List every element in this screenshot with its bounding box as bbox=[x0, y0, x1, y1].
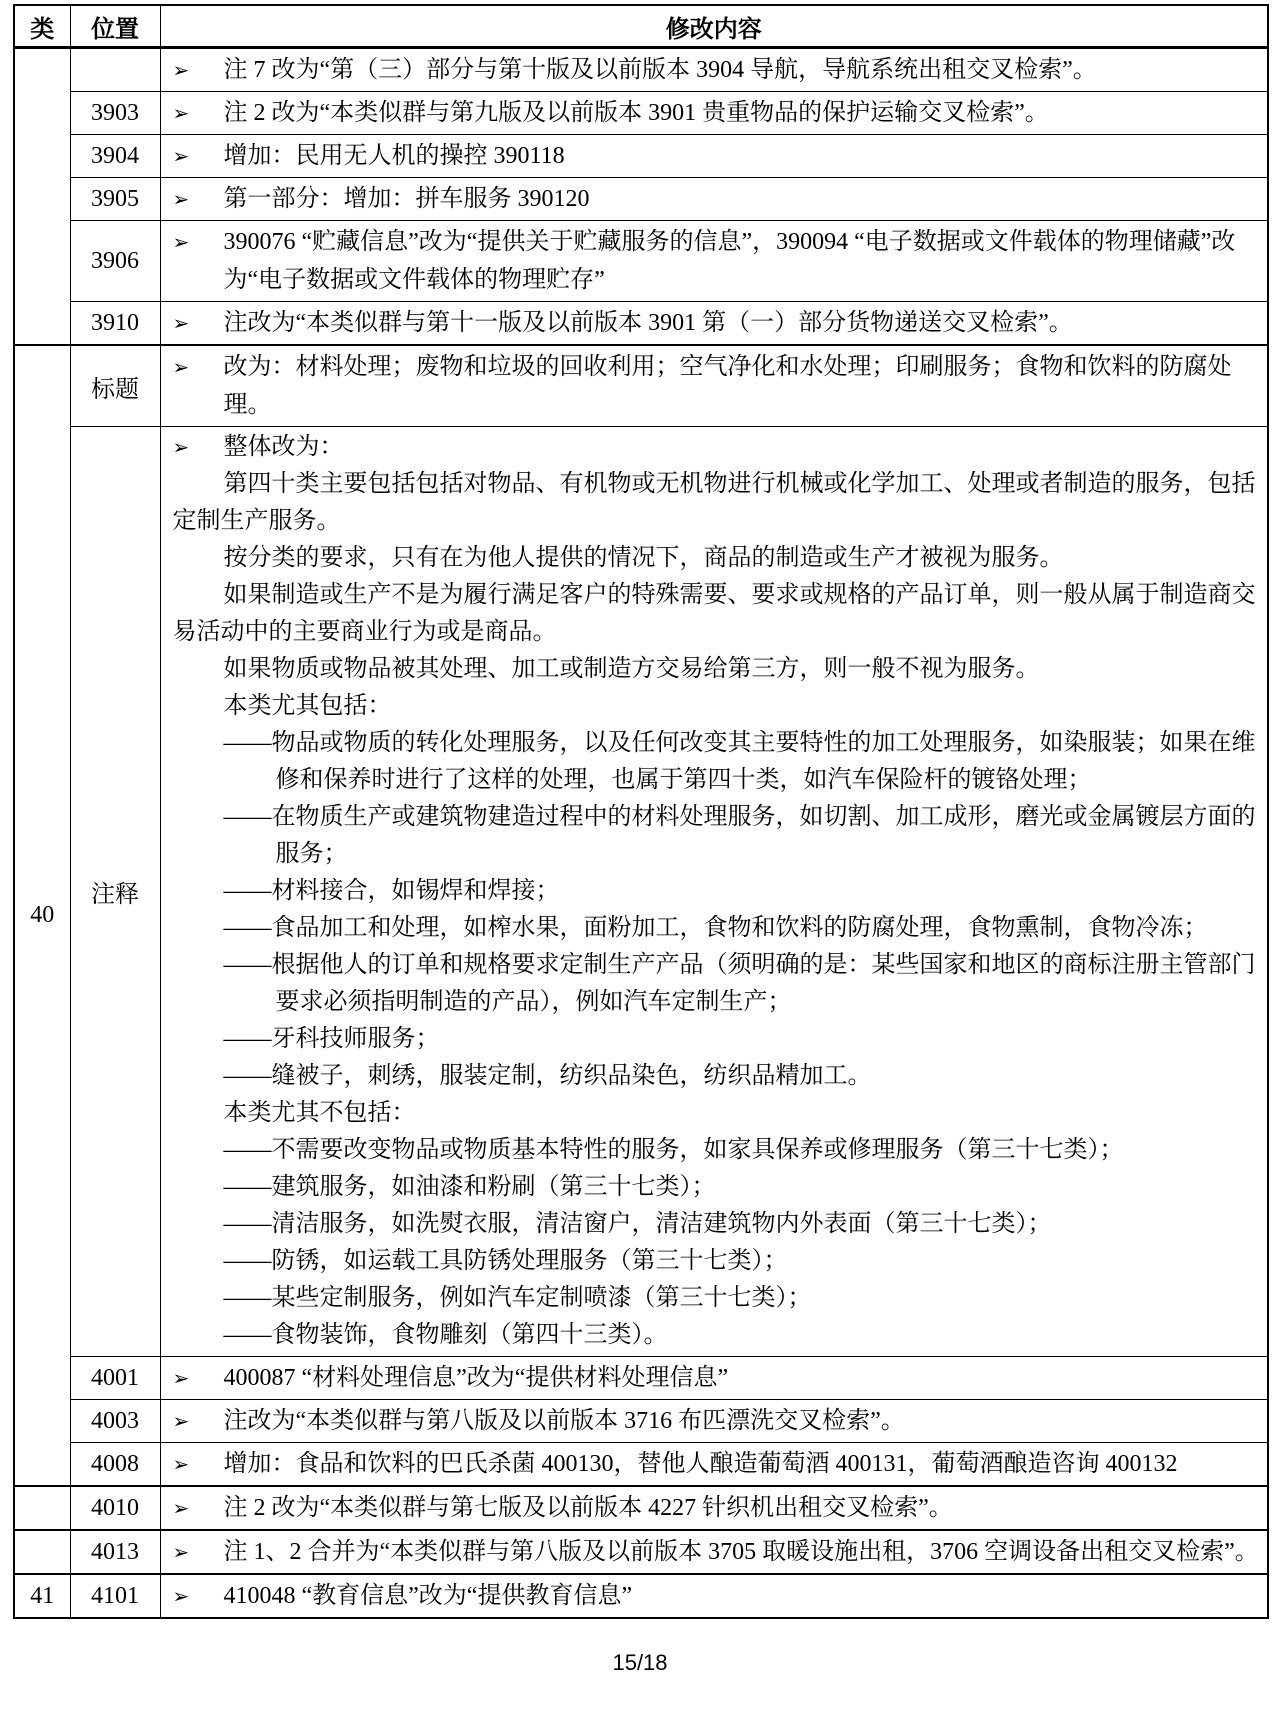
content-text: 改为：材料处理；废物和垃圾的回收利用；空气净化和水处理；印刷服务；食物和饮料的防腐处理。 bbox=[223, 354, 1232, 418]
table-row bbox=[14, 1530, 1268, 1574]
table-row bbox=[14, 302, 1268, 346]
content-cell bbox=[160, 1400, 1268, 1443]
arrow-bullet-icon: ➢ bbox=[172, 1584, 190, 1608]
position-cell: 4010 bbox=[70, 1486, 160, 1530]
bullet-line bbox=[173, 223, 1260, 299]
class-cell: 40 bbox=[14, 345, 70, 1486]
content-line: 第四十类主要包括包括对物品、有机物或无机物进行机械或化学加工、处理或者制造的服务，包括定制生产服务。 bbox=[172, 471, 1256, 534]
arrow-bullet-icon: ➢ bbox=[172, 355, 190, 379]
header-content: 修改内容 bbox=[160, 5, 1268, 48]
content-text: 410048 “教育信息”改为“提供教育信息” bbox=[223, 1583, 633, 1609]
revision-table-body bbox=[14, 48, 1268, 1619]
bullet-line bbox=[173, 1533, 1260, 1571]
arrow-bullet-icon: ➢ bbox=[172, 1540, 190, 1564]
content-cell bbox=[160, 1443, 1268, 1487]
position-cell: 4008 bbox=[70, 1443, 160, 1487]
bullet-line bbox=[173, 1402, 1260, 1440]
content-cell bbox=[160, 1357, 1268, 1400]
content-line: ——物品或物质的转化处理服务，以及任何改变其主要特性的加工处理服务，如染服装；如果在维修和保养时进行了这样的处理，也属于第四十类，如汽车保险杆的镀铬处理； bbox=[223, 730, 1256, 793]
header-position: 位置 bbox=[70, 5, 160, 48]
content-cell bbox=[160, 48, 1268, 92]
content-cell bbox=[160, 427, 1268, 1357]
content-line: ——材料接合，如锡焊和焊接； bbox=[223, 878, 560, 904]
content-line: 按分类的要求，只有在为他人提供的情况下，商品的制造或生产才被视为服务。 bbox=[223, 545, 1064, 571]
content-text: 注 1、2 合并为“本类似群与第八版及以前版本 3705 取暖设施出租，3706 空调设备出租交叉检索”。 bbox=[223, 1539, 1259, 1565]
arrow-bullet-icon: ➢ bbox=[172, 58, 190, 82]
content-line: ——牙科技师服务； bbox=[223, 1026, 440, 1052]
arrow-bullet-icon: ➢ bbox=[172, 230, 190, 254]
position-cell: 标题 bbox=[70, 345, 160, 427]
class-cell bbox=[14, 48, 70, 346]
content-text: 注改为“本类似群与第八版及以前版本 3716 布匹漂洗交叉检索”。 bbox=[223, 1408, 905, 1434]
content-cell bbox=[160, 345, 1268, 427]
class-cell bbox=[14, 1486, 70, 1530]
content-cell bbox=[160, 1574, 1268, 1618]
content-cell bbox=[160, 1530, 1268, 1574]
arrow-bullet-icon: ➢ bbox=[172, 1496, 190, 1520]
class-cell bbox=[14, 1530, 70, 1574]
position-cell: 注释 bbox=[70, 427, 160, 1357]
content-text: 注 2 改为“本类似群与第九版及以前版本 3901 贵重物品的保护运输交叉检索”。 bbox=[223, 100, 1049, 126]
bullet-line bbox=[173, 429, 1260, 466]
position-cell: 3910 bbox=[70, 302, 160, 346]
position-cell: 4101 bbox=[70, 1574, 160, 1618]
content-text: 增加：食品和饮料的巴氏杀菌 400130，替他人酿造葡萄酒 400131，葡萄酒酿造咨询 400132 bbox=[223, 1451, 1178, 1477]
content-cell bbox=[160, 221, 1268, 302]
bullet-line bbox=[173, 348, 1260, 424]
content-line: 如果制造或生产不是为履行满足客户的特殊需要、要求或规格的产品订单，则一般从属于制造商交易活动中的主要商业行为或是商品。 bbox=[172, 582, 1256, 645]
content-text: 400087 “材料处理信息”改为“提供材料处理信息” bbox=[223, 1365, 729, 1391]
table-row bbox=[14, 92, 1268, 135]
table-header bbox=[14, 5, 1268, 48]
page-number: 15/18 bbox=[612, 1650, 668, 1675]
header-row bbox=[14, 5, 1268, 48]
content-cell bbox=[160, 1486, 1268, 1530]
position-cell: 4003 bbox=[70, 1400, 160, 1443]
position-cell: 3903 bbox=[70, 92, 160, 135]
bullet-line bbox=[173, 180, 1260, 218]
table-row bbox=[14, 1357, 1268, 1400]
content-line: ——食品加工和处理，如榨水果，面粉加工，食物和饮料的防腐处理，食物熏制，食物冷冻； bbox=[223, 915, 1208, 941]
table-row bbox=[14, 1574, 1268, 1618]
position-cell: 3905 bbox=[70, 178, 160, 221]
content-cell bbox=[160, 92, 1268, 135]
content-line: ——食物装饰，食物雕刻（第四十三类）。 bbox=[223, 1322, 668, 1348]
bullet-line bbox=[173, 1445, 1260, 1483]
position-cell: 4001 bbox=[70, 1357, 160, 1400]
position-cell bbox=[70, 48, 160, 92]
content-cell bbox=[160, 178, 1268, 221]
content-line: ——在物质生产或建筑物建造过程中的材料处理服务，如切割、加工成形，磨光或金属镀层方面的服务； bbox=[223, 804, 1256, 867]
bullet-line bbox=[173, 94, 1260, 132]
table-row bbox=[14, 1443, 1268, 1487]
content-line: ——建筑服务，如油漆和粉刷（第三十七类）； bbox=[223, 1174, 716, 1200]
table-row bbox=[14, 221, 1268, 302]
revision-table bbox=[13, 4, 1269, 1619]
content-text: 整体改为： bbox=[223, 434, 344, 460]
content-text: 390076 “贮藏信息”改为“提供关于贮藏服务的信息”，390094 “电子数据或文件载体的物理储藏”改为“电子数据或文件载体的物理贮存” bbox=[223, 229, 1236, 293]
content-text: 注 7 改为“第（三）部分与第十版及以前版本 3904 导航，导航系统出租交叉检索”。 bbox=[223, 57, 1097, 83]
arrow-bullet-icon: ➢ bbox=[172, 1452, 190, 1476]
arrow-bullet-icon: ➢ bbox=[172, 187, 190, 211]
header-class: 类 bbox=[14, 5, 70, 48]
arrow-bullet-icon: ➢ bbox=[172, 144, 190, 168]
arrow-bullet-icon: ➢ bbox=[172, 1409, 190, 1433]
table-row bbox=[14, 1400, 1268, 1443]
table-row bbox=[14, 345, 1268, 427]
content-line: ——缝被子，刺绣，服装定制，纺织品染色，纺织品精加工。 bbox=[223, 1063, 872, 1089]
table-row bbox=[14, 178, 1268, 221]
content-line: ——某些定制服务，例如汽车定制喷漆（第三十七类）； bbox=[223, 1285, 812, 1311]
content-cell bbox=[160, 302, 1268, 346]
content-line: 本类尤其不包括： bbox=[223, 1100, 416, 1126]
bullet-line bbox=[173, 1577, 1260, 1615]
content-line: ——不需要改变物品或物质基本特性的服务，如家具保养或修理服务（第三十七类）； bbox=[223, 1137, 1124, 1163]
position-cell: 3904 bbox=[70, 135, 160, 178]
content-line: ——防锈，如运载工具防锈处理服务（第三十七类）； bbox=[223, 1248, 788, 1274]
position-cell: 4013 bbox=[70, 1530, 160, 1574]
arrow-bullet-icon: ➢ bbox=[172, 311, 190, 335]
bullet-line bbox=[173, 1359, 1260, 1397]
arrow-bullet-icon: ➢ bbox=[172, 101, 190, 125]
bullet-line bbox=[173, 51, 1260, 89]
content-text: 第一部分：增加：拼车服务 390120 bbox=[223, 186, 590, 212]
arrow-bullet-icon: ➢ bbox=[172, 435, 190, 459]
bullet-line bbox=[173, 1489, 1260, 1527]
content-text: 注 2 改为“本类似群与第七版及以前版本 4227 针织机出租交叉检索”。 bbox=[223, 1495, 953, 1521]
table-row bbox=[14, 427, 1268, 1357]
table-row bbox=[14, 1486, 1268, 1530]
content-line: ——根据他人的订单和规格要求定制生产产品（须明确的是：某些国家和地区的商标注册主管部门要求必须指明制造的产品），例如汽车定制生产； bbox=[223, 952, 1256, 1015]
bullet-line bbox=[173, 137, 1260, 175]
content-cell bbox=[160, 135, 1268, 178]
table-row bbox=[14, 48, 1268, 92]
bullet-line bbox=[173, 304, 1260, 342]
position-cell: 3906 bbox=[70, 221, 160, 302]
content-line: ——清洁服务，如洗熨衣服，清洁窗户，清洁建筑物内外表面（第三十七类）； bbox=[223, 1211, 1052, 1237]
content-text: 增加：民用无人机的操控 390118 bbox=[223, 143, 565, 169]
class-cell: 41 bbox=[14, 1574, 70, 1618]
arrow-bullet-icon: ➢ bbox=[172, 1366, 190, 1390]
table-row bbox=[14, 135, 1268, 178]
content-line: 如果物质或物品被其处理、加工或制造方交易给第三方，则一般不视为服务。 bbox=[223, 656, 1040, 682]
content-line: 本类尤其包括： bbox=[223, 693, 392, 719]
content-text: 注改为“本类似群与第十一版及以前版本 3901 第（一）部分货物递送交叉检索”。 bbox=[223, 310, 1073, 336]
